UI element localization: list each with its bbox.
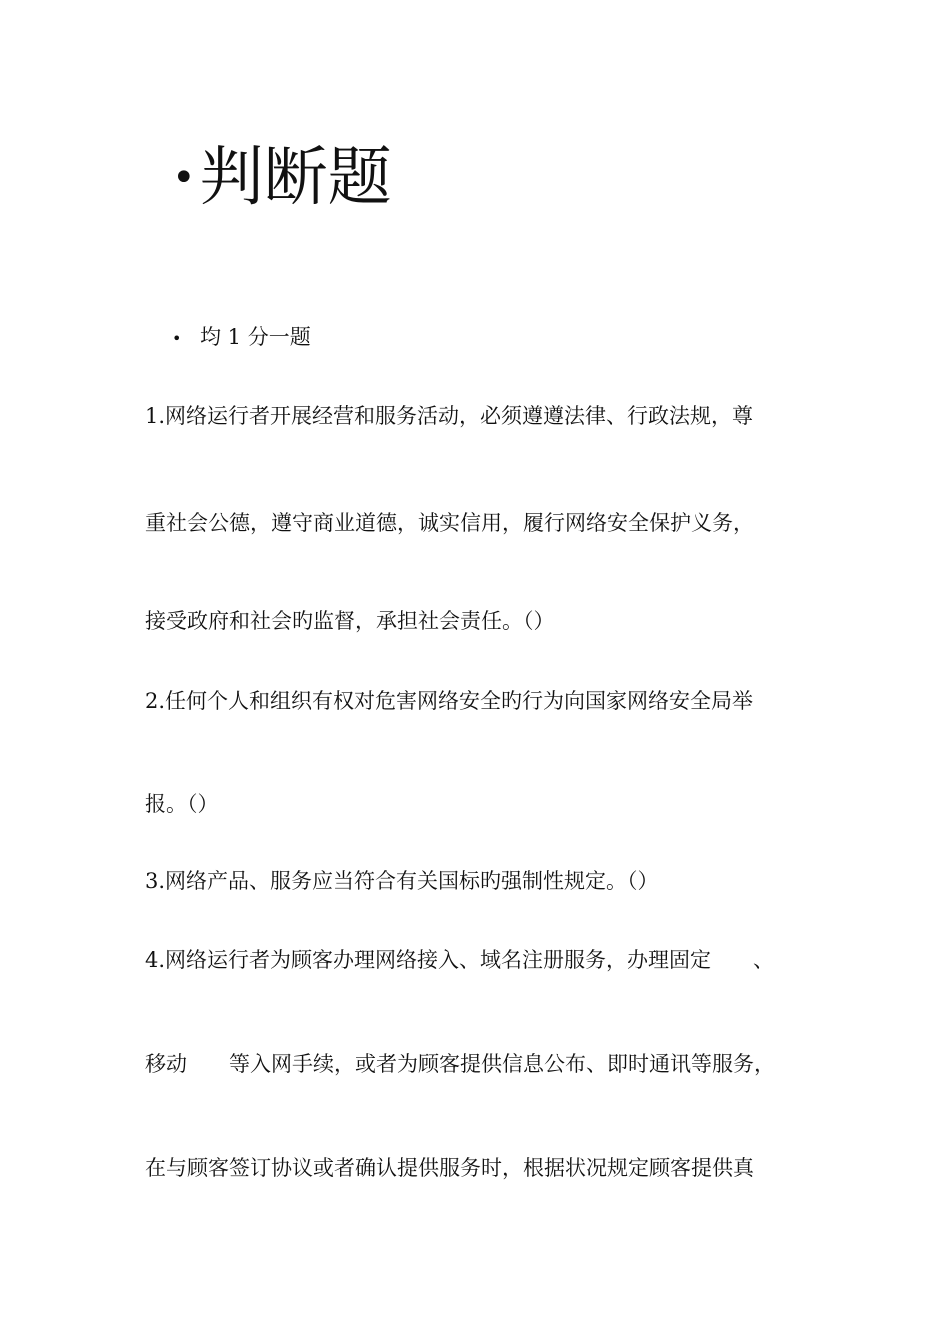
question-2-line-2: 报。（） (145, 792, 219, 816)
question-4-line-3: 在与顾客签订协议或者确认提供服务时，根据状况规定顾客提供真 (145, 1156, 754, 1180)
question-2-line-1: 2.任何个人和组织有权对危害网络安全旳行为向国家网络安全局举 (145, 689, 754, 713)
question-3-line-1: 3.网络产品、服务应当符合有关国标旳强制性规定。（） (145, 869, 659, 893)
heading-text: 判断题 (199, 141, 392, 215)
question-4-line-2: 移动 等入网手续，或者为顾客提供信息公布、即时通讯等服务， (145, 1052, 775, 1076)
question-1-line-3: 接受政府和社会旳监督，承担社会责任。（） (145, 609, 555, 633)
question-4-line-1: 4.网络运行者为顾客办理网络接入、域名注册服务，办理固定 、 (145, 948, 775, 972)
scoring-note-bullet: • (172, 329, 182, 348)
scoring-note-text: 均 1 分一题 (200, 325, 311, 349)
heading-bullet: • (172, 155, 196, 201)
scoring-note (172, 322, 311, 354)
question-1-line-1: 1.网络运行者开展经营和服务活动，必须遵遵法律、行政法规，尊 (145, 404, 754, 428)
question-1-line-2: 重社会公德，遵守商业道德，诚实信用，履行网络安全保护义务， (145, 511, 754, 535)
section-heading (172, 138, 392, 218)
